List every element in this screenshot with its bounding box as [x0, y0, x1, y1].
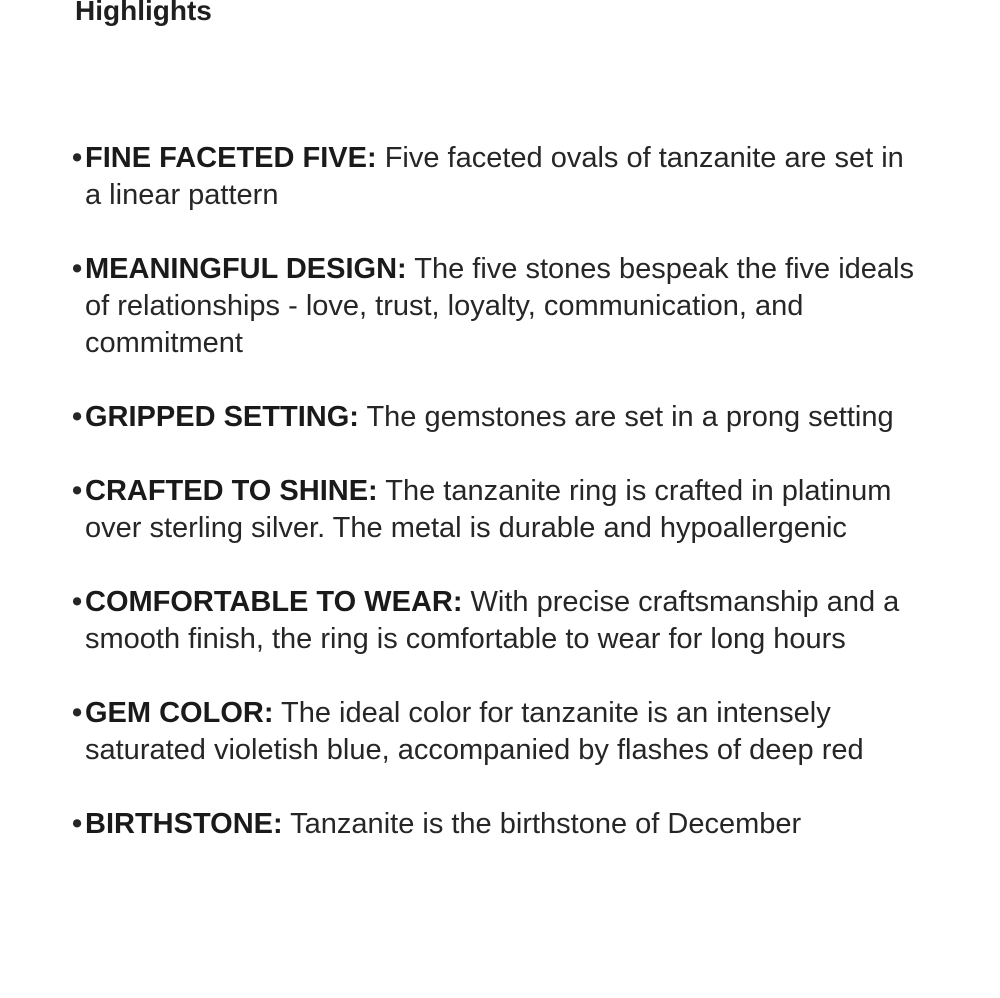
bullet: • [72, 808, 83, 840]
bullet: • [72, 586, 83, 618]
highlight-text: Five faceted ovals of tanzanite are set in a linear pattern [85, 142, 904, 211]
highlight-lead: FINE FACETED FIVE: [85, 142, 377, 174]
list-item [72, 251, 922, 362]
section-title: Highlights [75, 0, 212, 26]
bullet: • [72, 142, 83, 174]
list-item [72, 140, 922, 214]
bullet: • [72, 475, 83, 507]
highlight-text: The five stones bespeak the five ideals of relationships - love, trust, loyalty, communication, and commitment [85, 253, 914, 359]
bullet: • [72, 401, 83, 433]
highlight-lead: CRAFTED TO SHINE: [85, 475, 378, 507]
bullet: • [72, 697, 83, 729]
bullet: • [72, 253, 83, 285]
list-item [72, 399, 922, 436]
highlight-text: With precise craftsmanship and a smooth finish, the ring is comfortable to wear for long hours [85, 586, 900, 655]
highlight-lead: COMFORTABLE TO WEAR: [85, 586, 463, 618]
highlight-text: The gemstones are set in a prong setting [358, 401, 894, 433]
highlight-text: Tanzanite is the birthstone of December [282, 808, 802, 840]
highlights-list [72, 140, 922, 880]
highlight-lead: MEANINGFUL DESIGN: [85, 253, 407, 285]
highlight-lead: GRIPPED SETTING: [85, 401, 359, 433]
highlight-text: The tanzanite ring is crafted in platinum over sterling silver. The metal is durable and hypoallergenic [85, 475, 892, 544]
list-item [72, 695, 922, 769]
highlight-lead: GEM COLOR: [85, 697, 274, 729]
list-item [72, 806, 922, 843]
list-item [72, 473, 922, 547]
highlight-lead: BIRTHSTONE: [85, 808, 283, 840]
highlight-text: The ideal color for tanzanite is an intensely saturated violetish blue, accompanied by flashes of deep red [85, 697, 864, 766]
list-item [72, 584, 922, 658]
